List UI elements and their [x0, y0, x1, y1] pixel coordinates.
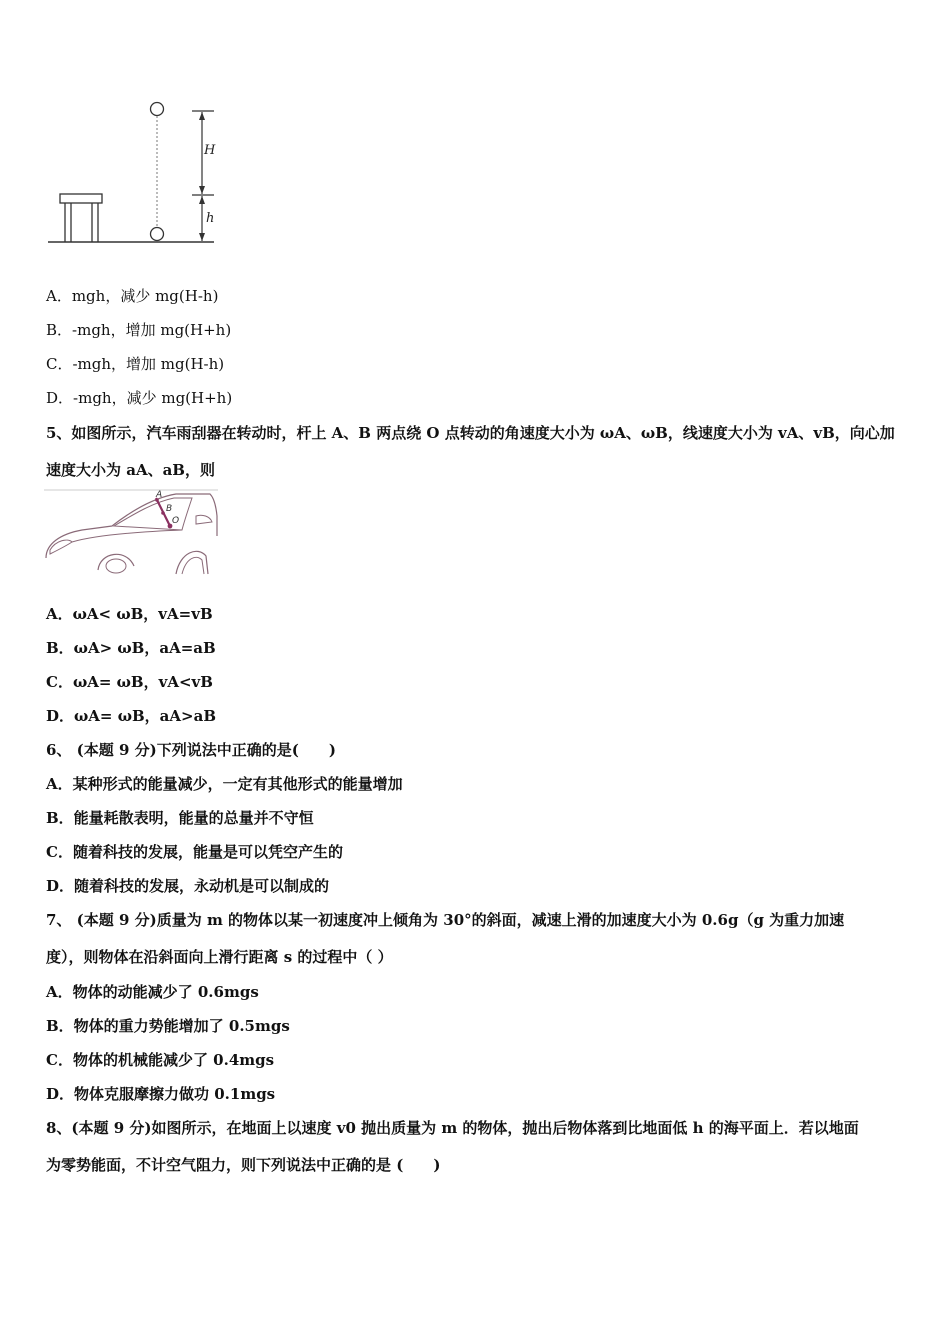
q6-option-b: B．能量耗散表明，能量的总量并不守恒	[46, 809, 314, 827]
label-h: h	[206, 211, 215, 226]
point-B	[161, 511, 165, 515]
q6-option-d: D．随着科技的发展，永动机是可以制成的	[46, 877, 330, 895]
hood-line	[72, 530, 182, 542]
q7-stem-line2: 度），则物体在沿斜面向上滑行距离 s 的过程中（ ）	[46, 948, 393, 966]
arrow-up-icon	[199, 112, 205, 120]
label-B: B	[166, 504, 173, 514]
label-A: A	[156, 490, 163, 500]
arrow-down-icon	[199, 186, 205, 194]
q6-option-c: C．随着科技的发展，能量是可以凭空产生的	[46, 843, 343, 861]
front-wheel-arch	[98, 554, 134, 570]
q7-option-d: D．物体克服摩擦力做功 0.1mgs	[46, 1085, 276, 1103]
front-wheel	[106, 559, 126, 573]
q5-stem-line1: 5、如图所示，汽车雨刮器在转动时，杆上 A、B 两点绕 O 点转动的角速度大小为 ωA、ωB，线速度大小为 vA、vB，向心加	[46, 424, 895, 442]
q8-stem-line1: 8、(本题 9 分)如图所示，在地面上以速度 v0 抛出质量为 m 的物体，抛出后物体落到比地面低 h 的海平面上．若以地面	[46, 1119, 859, 1137]
label-H: H	[204, 143, 216, 158]
arrow-up-icon	[199, 196, 205, 204]
q6-option-a: A．某种形式的能量减少，一定有其他形式的能量增加	[46, 775, 403, 793]
arrow-down-icon	[199, 233, 205, 241]
q7-option-c: C．物体的机械能减少了 0.4mgs	[46, 1051, 275, 1069]
q5-stem-line2: 速度大小为 aA、aB，则	[46, 461, 215, 479]
q5-option-c: C．ωA= ωB，vA<vB	[46, 673, 213, 691]
q6-stem: 6、 (本题 9 分)下列说法中正确的是( )	[46, 741, 336, 759]
q4-option-b: B．-mgh，增加 mg(H+h)	[46, 321, 232, 339]
ball-top	[151, 103, 164, 116]
car-wiper-figure	[42, 486, 220, 576]
rear-wheel-arch-inner	[182, 557, 204, 574]
ball-bottom	[151, 228, 164, 241]
q4-option-c: C．-mgh，增加 mg(H-h)	[46, 355, 225, 373]
side-window	[196, 515, 212, 524]
q4-option-d: D．-mgh，减少 mg(H+h)	[46, 389, 233, 407]
q7-option-a: A．物体的动能减少了 0.6mgs	[46, 983, 259, 1001]
q5-option-a: A．ωA< ωB，vA=vB	[46, 605, 213, 623]
q7-option-b: B．物体的重力势能增加了 0.5mgs	[46, 1017, 290, 1035]
q8-stem-line2: 为零势能面，不计空气阻力，则下列说法中正确的是 ( )	[46, 1156, 441, 1174]
q7-stem-line1: 7、 (本题 9 分)质量为 m 的物体以某一初速度冲上倾角为 30°的斜面，减速上滑的加速度大小为 0.6g（g 为重力加速	[46, 911, 845, 929]
table-ball-height-figure	[44, 96, 224, 248]
q5-option-d: D．ωA= ωB，aA>aB	[46, 707, 217, 725]
table-top	[60, 194, 102, 203]
q5-option-b: B．ωA> ωB，aA=aB	[46, 639, 216, 657]
windshield	[114, 498, 192, 530]
q4-option-a: A．mgh，减少 mg(H-h)	[46, 287, 219, 305]
label-O: O	[172, 516, 180, 526]
car-body-outline	[46, 494, 217, 558]
